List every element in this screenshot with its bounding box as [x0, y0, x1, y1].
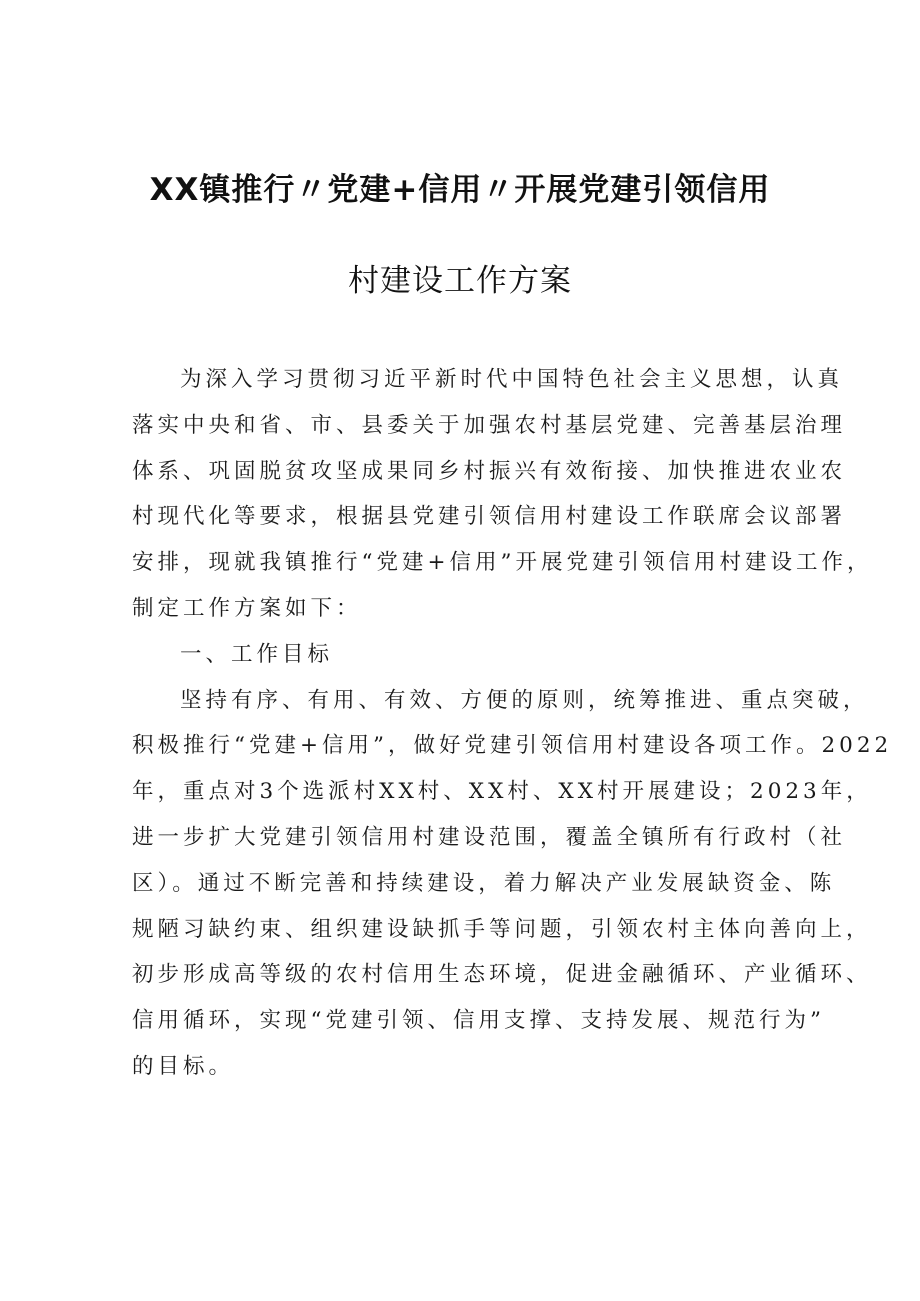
paragraph-2-line: 规陋习缺约束、组织建设缺抓手等问题，引领农村主体向善向上， — [132, 916, 872, 942]
paragraph-1-line: 安排，现就我镇推行“党建+信用”开展党建引领信用村建设工作， — [132, 550, 873, 576]
paragraph-2-line: 区）。通过不断完善和持续建设，着力解决产业发展缺资金、陈 — [132, 870, 836, 896]
document-title-line-1: XX镇推行〃党建+信用〃开展党建引领信用 — [149, 172, 771, 208]
paragraph-2-line: 信用循环，实现“党建引领、信用支撑、支持发展、规范行为” — [132, 1008, 825, 1034]
paragraph-2-line: 初步形成高等级的农村信用生态环境，促进金融循环、产业循环、 — [132, 962, 872, 988]
paragraph-1-line: 为深入学习贯彻习近平新时代中国特色社会主义思想，认真 — [180, 367, 844, 392]
section-1-heading: 一、工作目标 — [180, 641, 334, 667]
document-title-line-2: 村建设工作方案 — [348, 263, 572, 299]
paragraph-1-line: 体系、巩固脱贫攻坚成果同乡村振兴有效衔接、加快推进农业农 — [132, 458, 847, 484]
document-body — [132, 357, 893, 1090]
paragraph-1-line: 村现代化等要求，根据县党建引领信用村建设工作联席会议部署 — [132, 504, 847, 530]
paragraph-1-line: 制定工作方案如下： — [132, 595, 362, 621]
paragraph-1-line: 落实中央和省、市、县委关于加强农村基层党建、完善基层治理 — [132, 412, 847, 438]
paragraph-2-line: 积极推行“党建+信用”，做好党建引领信用村建设各项工作。2022 — [132, 733, 893, 759]
paragraph-2-line: 的目标。 — [132, 1053, 235, 1079]
paragraph-2-line: 进一步扩大党建引领信用村建设范围，覆盖全镇所有行政村（社 — [132, 824, 847, 850]
paragraph-2-line: 坚持有序、有用、有效、方便的原则，统筹推进、重点突破， — [180, 687, 869, 713]
paragraph-2-line: 年，重点对3个选派村XX村、XX村、XX村开展建设；2023年， — [132, 779, 872, 805]
